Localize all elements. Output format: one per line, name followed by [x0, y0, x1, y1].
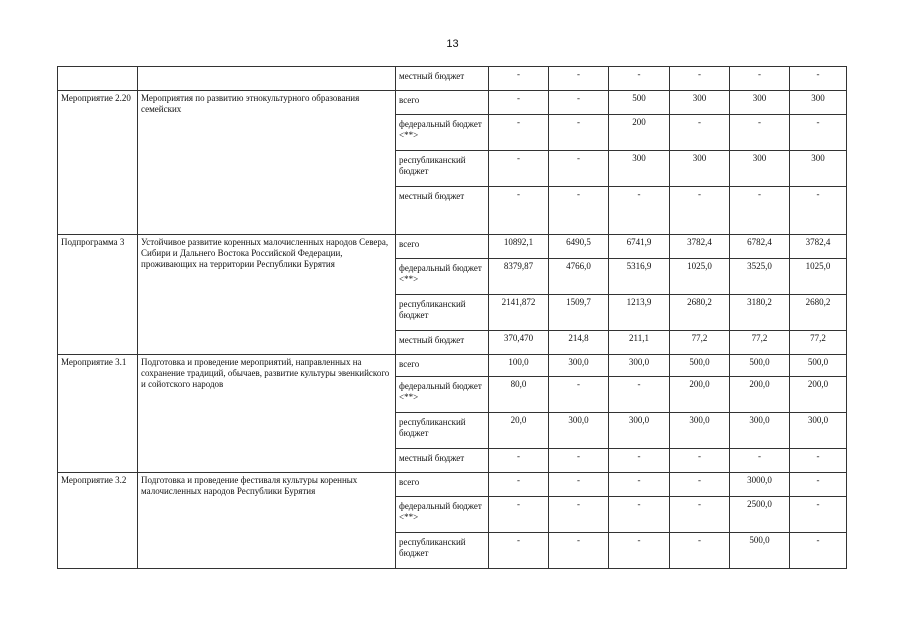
amount-cell: 1213,9 — [609, 295, 670, 331]
amount-cell: 2680,2 — [670, 295, 730, 331]
amount-cell: - — [609, 497, 670, 533]
amount-cell: - — [549, 115, 609, 151]
amount-cell: - — [489, 533, 549, 569]
amount-cell: 300,0 — [549, 355, 609, 377]
item-title-cell: Устойчивое развитие коренных малочисленных народов Севера, Сибири и Дальнего Востока Российской Федерации, проживающих на территории Республики Бурятия — [138, 235, 396, 355]
amount-cell: 1509,7 — [549, 295, 609, 331]
item-title-cell — [138, 67, 396, 91]
amount-cell: 6782,4 — [730, 235, 790, 259]
amount-cell: 3000,0 — [730, 473, 790, 497]
amount-cell: 100,0 — [489, 355, 549, 377]
item-code-cell: Подпрограмма 3 — [58, 235, 138, 355]
amount-cell: - — [489, 497, 549, 533]
amount-cell: 3782,4 — [790, 235, 847, 259]
amount-cell: 10892,1 — [489, 235, 549, 259]
item-code-cell — [58, 67, 138, 91]
amount-cell: - — [549, 67, 609, 91]
amount-cell: 77,2 — [730, 331, 790, 355]
amount-cell: - — [489, 473, 549, 497]
funding-source-cell: местный бюджет — [396, 187, 489, 235]
amount-cell: 300 — [730, 151, 790, 187]
amount-cell: 3782,4 — [670, 235, 730, 259]
funding-source-cell: республиканский бюджет — [396, 151, 489, 187]
amount-cell: - — [489, 91, 549, 115]
amount-cell: - — [549, 533, 609, 569]
amount-cell: 8379,87 — [489, 259, 549, 295]
amount-cell: - — [489, 115, 549, 151]
amount-cell: - — [670, 473, 730, 497]
funding-source-cell: федеральный бюджет <**> — [396, 259, 489, 295]
amount-cell: 200,0 — [790, 377, 847, 413]
amount-cell: 300 — [790, 151, 847, 187]
funding-source-cell: республиканский бюджет — [396, 533, 489, 569]
amount-cell: 300 — [670, 151, 730, 187]
table-row — [58, 355, 847, 377]
amount-cell: - — [670, 533, 730, 569]
amount-cell: - — [609, 67, 670, 91]
amount-cell: 20,0 — [489, 413, 549, 449]
amount-cell: - — [670, 67, 730, 91]
amount-cell: - — [609, 533, 670, 569]
amount-cell: - — [790, 497, 847, 533]
amount-cell: - — [730, 449, 790, 473]
amount-cell: 500 — [609, 91, 670, 115]
amount-cell: 370,470 — [489, 331, 549, 355]
amount-cell: - — [609, 377, 670, 413]
item-code-cell: Мероприятие 3.2 — [58, 473, 138, 569]
amount-cell: - — [670, 497, 730, 533]
amount-cell: 2680,2 — [790, 295, 847, 331]
funding-source-cell: федеральный бюджет <**> — [396, 377, 489, 413]
amount-cell: 200,0 — [730, 377, 790, 413]
amount-cell: 300 — [609, 151, 670, 187]
amount-cell: - — [790, 115, 847, 151]
amount-cell: 500,0 — [670, 355, 730, 377]
amount-cell: 300 — [670, 91, 730, 115]
amount-cell: - — [730, 115, 790, 151]
amount-cell: - — [489, 449, 549, 473]
amount-cell: 214,8 — [549, 331, 609, 355]
amount-cell: 200,0 — [670, 377, 730, 413]
amount-cell: - — [549, 449, 609, 473]
amount-cell: - — [730, 187, 790, 235]
amount-cell: - — [670, 449, 730, 473]
amount-cell: 500,0 — [730, 355, 790, 377]
item-code-cell: Мероприятие 3.1 — [58, 355, 138, 473]
amount-cell: - — [670, 115, 730, 151]
table-row — [58, 473, 847, 497]
item-title-cell: Подготовка и проведение мероприятий, направленных на сохранение традиций, обычаев, развитие культуры эвенкийского и сойотского народов — [138, 355, 396, 473]
amount-cell: 77,2 — [790, 331, 847, 355]
funding-source-cell: федеральный бюджет <**> — [396, 115, 489, 151]
amount-cell: - — [609, 187, 670, 235]
amount-cell: 300 — [730, 91, 790, 115]
amount-cell: - — [549, 91, 609, 115]
amount-cell: - — [489, 187, 549, 235]
amount-cell: 1025,0 — [670, 259, 730, 295]
amount-cell: 2141,872 — [489, 295, 549, 331]
amount-cell: 77,2 — [670, 331, 730, 355]
amount-cell: 80,0 — [489, 377, 549, 413]
table-row — [58, 67, 847, 91]
page-number: 13 — [446, 38, 459, 50]
funding-source-cell: всего — [396, 91, 489, 115]
funding-source-cell: республиканский бюджет — [396, 413, 489, 449]
amount-cell: 300,0 — [549, 413, 609, 449]
amount-cell: - — [790, 533, 847, 569]
amount-cell: 6741,9 — [609, 235, 670, 259]
amount-cell: 500,0 — [730, 533, 790, 569]
amount-cell: - — [609, 473, 670, 497]
amount-cell: 3525,0 — [730, 259, 790, 295]
amount-cell: 300,0 — [609, 413, 670, 449]
amount-cell: 2500,0 — [730, 497, 790, 533]
amount-cell: 200 — [609, 115, 670, 151]
amount-cell: 300,0 — [730, 413, 790, 449]
table-row — [58, 235, 847, 259]
amount-cell: 1025,0 — [790, 259, 847, 295]
amount-cell: - — [790, 187, 847, 235]
amount-cell: - — [489, 151, 549, 187]
item-code-cell: Мероприятие 2.20 — [58, 91, 138, 235]
item-title-cell: Мероприятия по развитию этнокультурного образования семейских — [138, 91, 396, 235]
funding-source-cell: местный бюджет — [396, 331, 489, 355]
funding-source-cell: всего — [396, 235, 489, 259]
amount-cell: - — [549, 151, 609, 187]
amount-cell: 6490,5 — [549, 235, 609, 259]
funding-source-cell: местный бюджет — [396, 67, 489, 91]
amount-cell: 5316,9 — [609, 259, 670, 295]
amount-cell: - — [790, 67, 847, 91]
amount-cell: - — [549, 377, 609, 413]
item-title-cell: Подготовка и проведение фестиваля культуры коренных малочисленных народов Республики Бурятия — [138, 473, 396, 569]
amount-cell: 3180,2 — [730, 295, 790, 331]
table-row — [58, 91, 847, 115]
amount-cell: - — [549, 497, 609, 533]
funding-source-cell: федеральный бюджет <**> — [396, 497, 489, 533]
amount-cell: - — [549, 187, 609, 235]
budget-table — [57, 66, 847, 569]
amount-cell: 4766,0 — [549, 259, 609, 295]
amount-cell: - — [670, 187, 730, 235]
amount-cell: 500,0 — [790, 355, 847, 377]
amount-cell: - — [489, 67, 549, 91]
funding-source-cell: местный бюджет — [396, 449, 489, 473]
amount-cell: 211,1 — [609, 331, 670, 355]
amount-cell: - — [790, 473, 847, 497]
amount-cell: 300,0 — [609, 355, 670, 377]
amount-cell: - — [609, 449, 670, 473]
amount-cell: - — [549, 473, 609, 497]
amount-cell: - — [790, 449, 847, 473]
funding-source-cell: всего — [396, 355, 489, 377]
amount-cell: 300 — [790, 91, 847, 115]
funding-source-cell: республиканский бюджет — [396, 295, 489, 331]
amount-cell: - — [730, 67, 790, 91]
amount-cell: 300,0 — [790, 413, 847, 449]
funding-source-cell: всего — [396, 473, 489, 497]
amount-cell: 300,0 — [670, 413, 730, 449]
